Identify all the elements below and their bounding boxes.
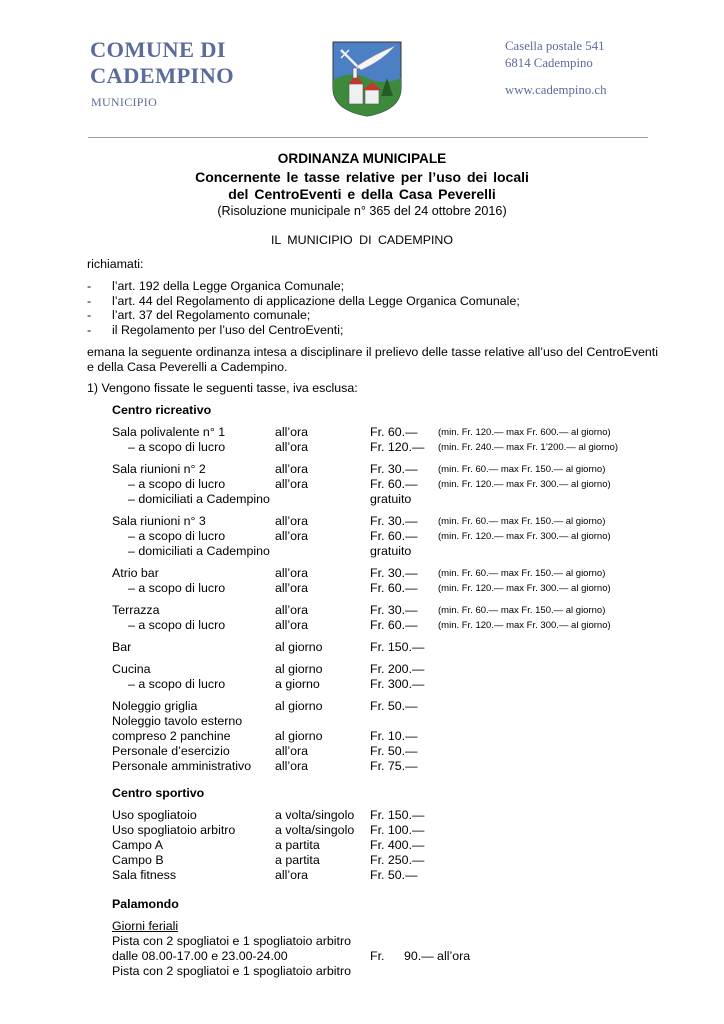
rate-note: (min. Fr. 120.— max Fr. 300.— al giorno) xyxy=(438,620,611,631)
facility-name: – a scopo di lucro xyxy=(128,477,226,491)
rate-note: (min. Fr. 240.— max Fr. 1’200.— al giorno) xyxy=(438,442,619,453)
rate-price: Fr. 250.— xyxy=(370,853,425,867)
rate-unit: all’ora xyxy=(275,440,309,454)
rate-price: Fr. 50.— xyxy=(370,868,418,882)
municipality-name xyxy=(90,37,234,89)
rate-price: Fr. 60.— xyxy=(370,581,418,595)
palamondo-line: Pista con 2 spogliatoi e 1 spogliatoio arbitro xyxy=(112,964,352,978)
rate-price: Fr. 200.— xyxy=(370,662,425,676)
rate-price: Fr. 60.— xyxy=(370,529,418,543)
facility-name: – domiciliati a Cadempino xyxy=(128,492,270,506)
rate-price: Fr. 400.— xyxy=(370,838,425,852)
weekdays-subheading: Giorni feriali xyxy=(112,919,179,933)
rate-unit: a giorno xyxy=(275,677,320,691)
rate-price: Fr. 30.— xyxy=(370,603,418,617)
table-row xyxy=(0,603,724,618)
rate-price: Fr. 50.— xyxy=(370,744,418,758)
rate-price: Fr. 150.— xyxy=(370,808,425,822)
table-row xyxy=(0,699,724,714)
time-range: dalle 08.00-17.00 e 23.00-24.00 xyxy=(112,949,288,963)
table-row xyxy=(0,529,724,544)
table-row xyxy=(0,949,724,964)
facility-name: Terrazza xyxy=(112,603,160,617)
website-link[interactable]: www.cadempino.ch xyxy=(505,83,607,97)
header-divider xyxy=(88,137,648,138)
facility-name: Campo A xyxy=(112,838,163,852)
table-row xyxy=(0,662,724,677)
rate-unit: a volta/singolo xyxy=(275,823,355,837)
section-heading-centro-sportivo: Centro sportivo xyxy=(112,786,205,800)
table-row xyxy=(0,729,724,744)
coat-of-arms-icon xyxy=(331,40,403,118)
rate-note: (min. Fr. 60.— max Fr. 150.— al giorno) xyxy=(438,605,606,616)
facility-name: Personale d’esercizio xyxy=(112,744,230,758)
rate-unit: al giorno xyxy=(275,640,323,654)
table-row xyxy=(0,714,724,729)
table-row xyxy=(0,853,724,868)
facility-name: Campo B xyxy=(112,853,164,867)
postal-box: Casella postale 541 xyxy=(505,39,605,53)
rate-unit: al giorno xyxy=(275,729,323,743)
recalled-bullet: - xyxy=(87,294,92,308)
municipality-name-line2: CADEMPINO xyxy=(90,63,234,88)
postal-city: 6814 Cadempino xyxy=(505,56,593,70)
rate-unit: al giorno xyxy=(275,699,323,713)
table-row xyxy=(0,425,724,440)
facility-name: Sala riunioni n° 2 xyxy=(112,462,206,476)
ordinance-title: ORDINANZA MUNICIPALE xyxy=(277,151,447,166)
rate-unit: all’ora xyxy=(275,514,309,528)
rate-price: Fr. 30.— xyxy=(370,462,418,476)
table-row xyxy=(0,640,724,655)
facility-name: Sala fitness xyxy=(112,868,177,882)
rate-unit: all’ora xyxy=(275,868,309,882)
rate-unit: all’ora xyxy=(275,581,309,595)
facility-name: compreso 2 panchine xyxy=(112,729,231,743)
resolution-reference: (Risoluzione municipale n° 365 del 24 ottobre 2016) xyxy=(217,204,507,218)
facility-name: – a scopo di lucro xyxy=(128,677,226,691)
facility-name: Noleggio griglia xyxy=(112,699,198,713)
table-row xyxy=(0,440,724,455)
table-row xyxy=(0,462,724,477)
section-heading-palamondo: Palamondo xyxy=(112,897,179,911)
table-row xyxy=(0,544,724,559)
facility-name: Sala polivalente n° 1 xyxy=(112,425,226,439)
facility-name: Noleggio tavolo esterno xyxy=(112,714,243,728)
table-row xyxy=(0,566,724,581)
rate-price: 90.— all’ora xyxy=(404,949,471,963)
recalled-bullet: - xyxy=(87,279,92,293)
rate-currency: Fr. xyxy=(370,949,385,963)
rate-price: Fr. 300.— xyxy=(370,677,425,691)
emana-paragraph-line2: e della Casa Peverelli a Cadempino. xyxy=(87,360,288,374)
rate-price: Fr. 10.— xyxy=(370,729,418,743)
rate-unit: all’ora xyxy=(275,566,309,580)
table-row xyxy=(0,868,724,883)
rate-price: Fr. 30.— xyxy=(370,514,418,528)
rate-price: Fr. 75.— xyxy=(370,759,418,773)
postal-address xyxy=(505,38,605,72)
table-row xyxy=(0,808,724,823)
rate-price: Fr. 60.— xyxy=(370,425,418,439)
rate-unit: all’ora xyxy=(275,477,309,491)
rate-note: (min. Fr. 120.— max Fr. 600.— al giorno) xyxy=(438,427,611,438)
table-row xyxy=(0,677,724,692)
rate-price: gratuito xyxy=(370,492,412,506)
ordinance-subtitle-line1: Concernente le tasse relative per l’uso dei locali xyxy=(195,169,529,185)
rate-unit: a partita xyxy=(275,838,320,852)
rate-unit: a partita xyxy=(275,853,320,867)
rate-note: (min. Fr. 120.— max Fr. 300.— al giorno) xyxy=(438,479,611,490)
municipio-label: MUNICIPIO xyxy=(91,95,158,109)
recalled-item: il Regolamento per l’uso del CentroEventi; xyxy=(112,323,344,337)
facility-name: – domiciliati a Cadempino xyxy=(128,544,270,558)
facility-name: – a scopo di lucro xyxy=(128,581,226,595)
facility-name: Uso spogliatoio xyxy=(112,808,197,822)
table-row xyxy=(0,618,724,633)
table-row xyxy=(0,581,724,596)
recalled-item: l’art. 37 del Regolamento comunale; xyxy=(112,308,311,322)
facility-name: – a scopo di lucro xyxy=(128,618,226,632)
rate-price: Fr. 60.— xyxy=(370,618,418,632)
rate-note: (min. Fr. 120.— max Fr. 300.— al giorno) xyxy=(438,583,611,594)
rate-price: Fr. 150.— xyxy=(370,640,425,654)
rate-unit: all’ora xyxy=(275,618,309,632)
point-1: 1) Vengono fissate le seguenti tasse, iva esclusa: xyxy=(87,381,358,395)
rate-price: Fr. 100.— xyxy=(370,823,425,837)
rate-note: (min. Fr. 60.— max Fr. 150.— al giorno) xyxy=(438,516,606,527)
facility-name: Cucina xyxy=(112,662,151,676)
rate-note: (min. Fr. 120.— max Fr. 300.— al giorno) xyxy=(438,531,611,542)
table-row xyxy=(0,759,724,774)
recalled-item: l’art. 44 del Regolamento di applicazione della Legge Organica Comunale; xyxy=(112,294,520,308)
rate-unit: all’ora xyxy=(275,744,309,758)
rate-price: Fr. 50.— xyxy=(370,699,418,713)
facility-name: Sala riunioni n° 3 xyxy=(112,514,206,528)
facility-name: – a scopo di lucro xyxy=(128,529,226,543)
rate-unit: all’ora xyxy=(275,462,309,476)
section-heading-centro-ricreativo: Centro ricreativo xyxy=(112,403,212,417)
rate-unit: al giorno xyxy=(275,662,323,676)
recalled-item: l’art. 192 della Legge Organica Comunale; xyxy=(112,279,345,293)
facility-name: Personale amministrativo xyxy=(112,759,252,773)
rate-unit: a volta/singolo xyxy=(275,808,355,822)
recalled-bullet: - xyxy=(87,308,92,322)
rate-unit: all’ora xyxy=(275,425,309,439)
rate-price: Fr. 60.— xyxy=(370,477,418,491)
palamondo-line: Pista con 2 spogliatoi e 1 spogliatoio arbitro xyxy=(112,934,352,948)
table-row xyxy=(0,744,724,759)
rate-note: (min. Fr. 60.— max Fr. 150.— al giorno) xyxy=(438,568,606,579)
municipality-name-line1: COMUNE DI xyxy=(90,37,226,62)
recalled-bullet: - xyxy=(87,323,92,337)
ordinance-subtitle-line2: del CentroEventi e della Casa Peverelli xyxy=(228,186,496,202)
rate-unit: all’ora xyxy=(275,759,309,773)
issuer-heading: IL MUNICIPIO DI CADEMPINO xyxy=(270,233,454,247)
table-row xyxy=(0,514,724,529)
recalled-label: richiamati: xyxy=(87,257,144,271)
table-row xyxy=(0,823,724,838)
rate-price: gratuito xyxy=(370,544,412,558)
facility-name: Uso spogliatoio arbitro xyxy=(112,823,236,837)
emana-paragraph-line1: emana la seguente ordinanza intesa a disciplinare il prelievo delle tasse relative all’uso del CentroEventi xyxy=(87,345,658,359)
table-row xyxy=(0,492,724,507)
rate-unit: all’ora xyxy=(275,529,309,543)
rate-price: Fr. 120.— xyxy=(370,440,425,454)
rate-note: (min. Fr. 60.— max Fr. 150.— al giorno) xyxy=(438,464,606,475)
rate-unit: all’ora xyxy=(275,603,309,617)
table-row xyxy=(0,838,724,853)
facility-name: Atrio bar xyxy=(112,566,159,580)
facility-name: – a scopo di lucro xyxy=(128,440,226,454)
table-row xyxy=(0,477,724,492)
facility-name: Bar xyxy=(112,640,132,654)
rate-price: Fr. 30.— xyxy=(370,566,418,580)
